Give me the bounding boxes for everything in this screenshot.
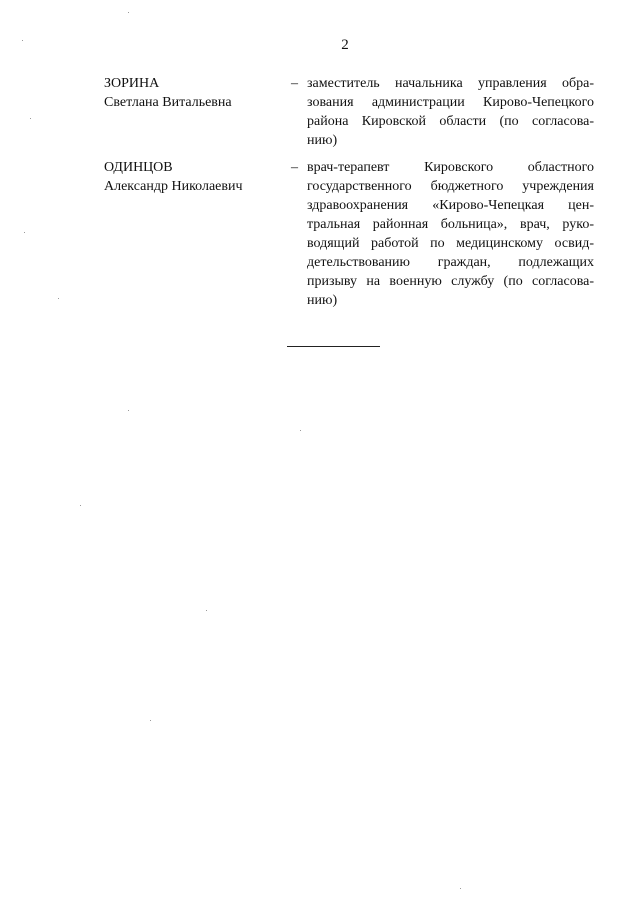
description-line: заместитель начальника управления обра-: [307, 76, 594, 91]
person-given-names: Александр Николаевич: [104, 179, 243, 194]
person-given-names: Светлана Витальевна: [104, 95, 232, 110]
description-line: детельствованию граждан, подлежащих: [307, 255, 594, 270]
scan-speck: [206, 610, 207, 611]
scan-speck: [128, 410, 129, 411]
scan-speck: [150, 720, 151, 721]
scan-speck: [460, 888, 461, 889]
description-line: района Кировской области (по согласова-: [307, 114, 594, 129]
description-line: нию): [307, 293, 338, 308]
description-line: тральная районная больница», врач, руко-: [307, 217, 594, 232]
scan-speck: [58, 298, 59, 299]
scan-speck: [300, 430, 301, 431]
person-name-block: [104, 74, 284, 112]
description-line: водящий работой по медицинскому освид-: [307, 236, 594, 251]
description-line: врач-терапевт Кировского областного: [307, 160, 594, 175]
scan-speck: [80, 505, 81, 506]
page-number: 2: [341, 37, 349, 53]
description-line: призыву на военную службу (по согласова-: [307, 274, 594, 289]
dash-separator: –: [291, 160, 298, 175]
description-line: зования администрации Кирово-Чепецкого: [307, 95, 594, 110]
description-line: государственного бюджетного учреждения: [307, 179, 594, 194]
description-line: нию): [307, 133, 338, 148]
description-line: здравоохранения «Кирово-Чепецкая цен-: [307, 198, 594, 213]
position-description: [307, 74, 594, 150]
position-description: [307, 158, 594, 310]
person-surname: ОДИНЦОВ: [104, 160, 173, 175]
scan-speck: [30, 118, 31, 119]
scan-speck: [22, 40, 23, 41]
person-surname: ЗОРИНА: [104, 76, 160, 91]
scan-speck: [128, 12, 129, 13]
closing-rule: [287, 346, 380, 347]
scan-speck: [24, 232, 25, 233]
dash-separator: –: [291, 76, 298, 91]
person-name-block: [104, 158, 284, 196]
